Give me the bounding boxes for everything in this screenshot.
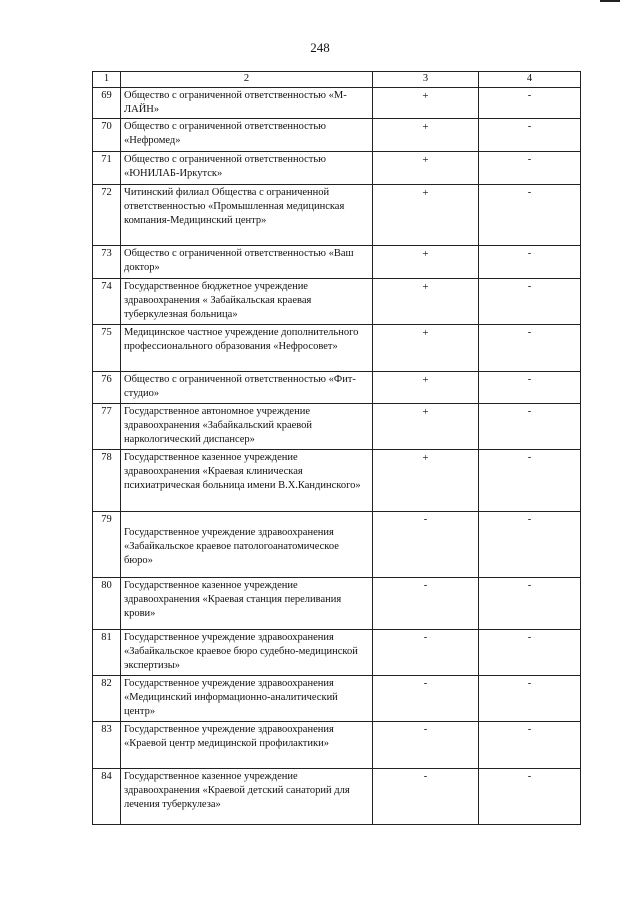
col4-value: - <box>479 630 581 676</box>
table-row <box>93 722 581 769</box>
row-number: 71 <box>93 152 121 185</box>
row-number: 81 <box>93 630 121 676</box>
row-number: 69 <box>93 88 121 119</box>
col3-value: - <box>373 512 479 578</box>
col4-value: - <box>479 722 581 769</box>
header-col-1: 1 <box>93 72 121 88</box>
table-row <box>93 769 581 825</box>
organization-name: Государственное бюджетное учреждение здравоохранения « Забайкальская краевая туберкулезная больница» <box>121 279 373 325</box>
col3-value: - <box>373 578 479 630</box>
col3-value: + <box>373 450 479 512</box>
row-number: 80 <box>93 578 121 630</box>
col4-value: - <box>479 279 581 325</box>
row-number: 73 <box>93 246 121 279</box>
organization-name: Общество с ограниченной ответственностью «Фит-студио» <box>121 372 373 404</box>
page-number: 248 <box>310 40 330 55</box>
table-row <box>93 630 581 676</box>
col3-value: + <box>373 88 479 119</box>
col4-value: - <box>479 676 581 722</box>
row-number: 77 <box>93 404 121 450</box>
col4-value: - <box>479 512 581 578</box>
table-row <box>93 325 581 372</box>
table-row <box>93 185 581 246</box>
table-row <box>93 119 581 152</box>
table-row <box>93 246 581 279</box>
registry-table <box>92 71 581 825</box>
table-row <box>93 676 581 722</box>
col3-value: + <box>373 404 479 450</box>
col3-value: + <box>373 372 479 404</box>
col4-value: - <box>479 325 581 372</box>
col4-value: - <box>479 372 581 404</box>
col4-value: - <box>479 769 581 825</box>
col3-value: + <box>373 152 479 185</box>
organization-name: Государственное учреждение здравоохранения «Забайкальское краевое патологоанатомическое бюро» <box>121 512 373 578</box>
table-row <box>93 88 581 119</box>
row-number: 75 <box>93 325 121 372</box>
organization-name: Государственное казенное учреждение здравоохранения «Краевая клиническая психиатрическая больница имени В.Х.Кандинского» <box>121 450 373 512</box>
organization-name: Общество с ограниченной ответственностью «М-ЛАЙН» <box>121 88 373 119</box>
table-row <box>93 578 581 630</box>
col3-value: - <box>373 722 479 769</box>
row-number: 70 <box>93 119 121 152</box>
col4-value: - <box>479 404 581 450</box>
col4-value: - <box>479 88 581 119</box>
organization-name: Общество с ограниченной ответственностью «Ваш доктор» <box>121 246 373 279</box>
table-row <box>93 372 581 404</box>
table-row <box>93 450 581 512</box>
row-number: 83 <box>93 722 121 769</box>
organization-name: Общество с ограниченной ответственностью «Нефромед» <box>121 119 373 152</box>
organization-name: Государственное учреждение здравоохранения «Забайкальское краевое бюро судебно-медицинской экспертизы» <box>121 630 373 676</box>
row-number: 72 <box>93 185 121 246</box>
header-col-4: 4 <box>479 72 581 88</box>
header-col-3: 3 <box>373 72 479 88</box>
organization-name: Общество с ограниченной ответственностью «ЮНИЛАБ-Иркутск» <box>121 152 373 185</box>
table-row <box>93 512 581 578</box>
header-row <box>93 72 581 88</box>
table-row <box>93 279 581 325</box>
row-number: 82 <box>93 676 121 722</box>
table-row <box>93 404 581 450</box>
row-number: 76 <box>93 372 121 404</box>
col3-value: + <box>373 246 479 279</box>
col4-value: - <box>479 578 581 630</box>
col3-value: - <box>373 769 479 825</box>
organization-name: Медицинское частное учреждение дополнительного профессионального образования «Нефросовет» <box>121 325 373 372</box>
row-number: 79 <box>93 512 121 578</box>
corner-mark <box>600 0 620 2</box>
organization-name: Государственное казенное учреждение здравоохранения «Краевая станция переливания крови» <box>121 578 373 630</box>
col3-value: + <box>373 325 479 372</box>
col4-value: - <box>479 152 581 185</box>
table-row <box>93 152 581 185</box>
col3-value: + <box>373 279 479 325</box>
col4-value: - <box>479 450 581 512</box>
row-number: 84 <box>93 769 121 825</box>
row-number: 74 <box>93 279 121 325</box>
organization-name: Государственное автономное учреждение здравоохранения «Забайкальский краевой наркологический диспансер» <box>121 404 373 450</box>
organization-name: Государственное учреждение здравоохранения «Краевой центр медицинской профилактики» <box>121 722 373 769</box>
col4-value: - <box>479 246 581 279</box>
organization-name: Государственное учреждение здравоохранения «Медицинский информационно-аналитический центр» <box>121 676 373 722</box>
header-col-2: 2 <box>121 72 373 88</box>
organization-name: Читинский филиал Общества с ограниченной ответственностью «Промышленная медицинская компания-Медицинский центр» <box>121 185 373 246</box>
col3-value: - <box>373 630 479 676</box>
organization-name: Государственное казенное учреждение здравоохранения «Краевой детский санаторий для лечения туберкулеза» <box>121 769 373 825</box>
col3-value: + <box>373 119 479 152</box>
col4-value: - <box>479 119 581 152</box>
col3-value: + <box>373 185 479 246</box>
col4-value: - <box>479 185 581 246</box>
col3-value: - <box>373 676 479 722</box>
row-number: 78 <box>93 450 121 512</box>
